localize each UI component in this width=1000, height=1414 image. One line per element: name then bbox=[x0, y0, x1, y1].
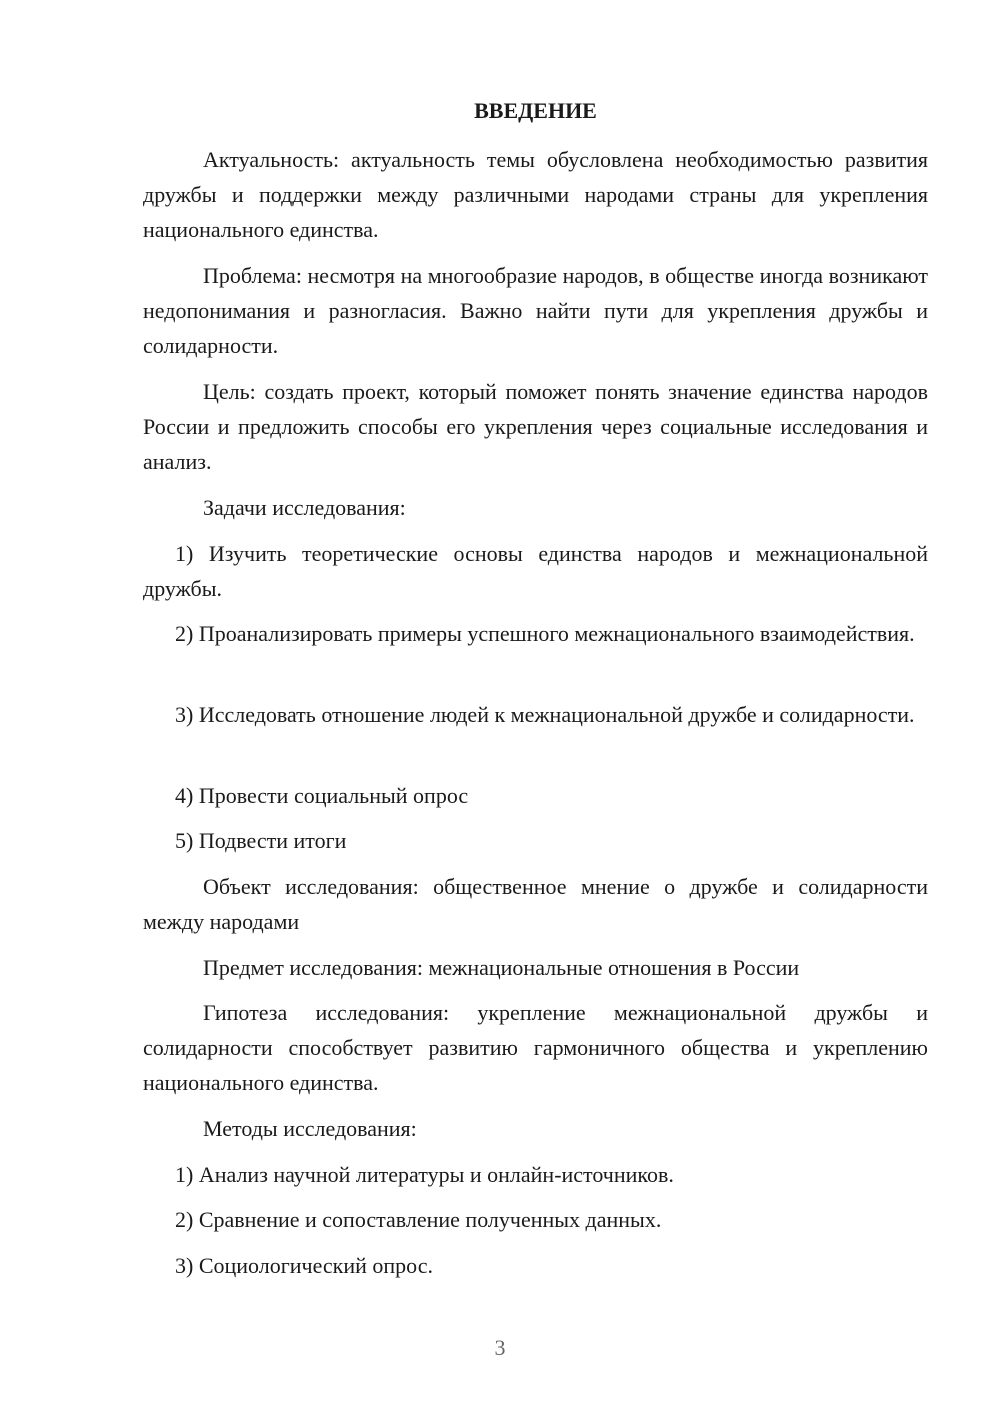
paragraph-tasks-title: Задачи исследования: bbox=[203, 495, 406, 520]
list-item-method-2: 2) Сравнение и сопоставление полученных данных. bbox=[175, 1207, 662, 1232]
paragraph-object: Объект исследования: общественное мнение о дружбе и солидарности между народами bbox=[143, 874, 928, 934]
paragraph-hypothesis: Гипотеза исследования: укрепление межнациональной дружбы и солидарности способствует развитию гармоничного общества и укреплению национального единства. bbox=[143, 1000, 928, 1095]
list-item-task-2: 2) Проанализировать примеры успешного межнационального взаимодействия. bbox=[175, 621, 915, 646]
paragraph-problem: Проблема: несмотря на многообразие народов, в обществе иногда возникают недопонимания и разногласия. Важно найти пути для укрепления дружбы и солидарности. bbox=[143, 263, 928, 358]
paragraph-relevance: Актуальность: актуальность темы обусловлена необходимостью развития дружбы и поддержки между различными народами страны для укрепления национального единства. bbox=[143, 147, 928, 242]
paragraph-goal: Цель: создать проект, который поможет понять значение единства народов России и предложить способы его укрепления через социальные исследования и анализ. bbox=[143, 379, 928, 474]
list-item-task-4: 4) Провести социальный опрос bbox=[175, 783, 469, 808]
paragraph-subject: Предмет исследования: межнациональные отношения в России bbox=[203, 955, 800, 980]
list-item-task-3: 3) Исследовать отношение людей к межнациональной дружбе и солидарности. bbox=[175, 702, 915, 727]
list-item-task-5: 5) Подвести итоги bbox=[175, 828, 347, 853]
paragraph-methods-title: Методы исследования: bbox=[203, 1116, 417, 1141]
list-item-method-3: 3) Социологический опрос. bbox=[175, 1253, 433, 1278]
section-heading: ВВЕДЕНИЕ bbox=[474, 98, 597, 123]
list-item-task-1: 1) Изучить теоретические основы единства народов и межнациональной дружбы. bbox=[143, 541, 928, 601]
list-item-method-1: 1) Анализ научной литературы и онлайн-источников. bbox=[175, 1162, 674, 1187]
page-number: 3 bbox=[494, 1335, 506, 1360]
